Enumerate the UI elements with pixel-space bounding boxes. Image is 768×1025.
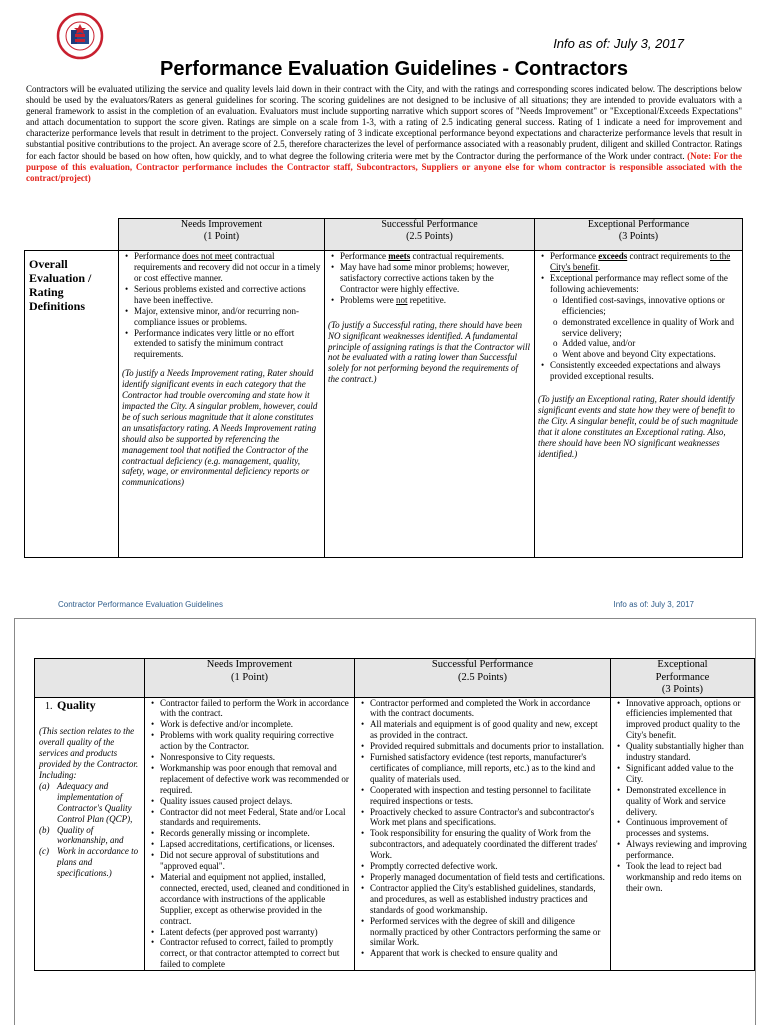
- quality-description: (This section relates to the overall quality of the services and products provided by the Contractor. Including: (a) Adequacy and implementation of Contractor's Quality Control Plan (QCP), (b) Quality of workmanship, and (c) Work in accordance to plans and specifications.): [39, 726, 139, 879]
- exceptional-cell: • Performance exceeds contract requirements to the City's benefit. • Exceptional performance may reflect some of the following achievements: o Identified cost-savings, innovative options or efficiencies; o demonstrated excellence in quality of Work and service delivery; o Added value, and/or o Went above and beyond City expectations. • Consistently exceeded expectations and always provided exceptional results. (To justify an Exceptional rating, Rater should identify significant events and state how they were of benefit to the City. A singular benefit, could be of such magnitude that it alone constitutes an Exceptional rating. Also, there should have been NO significant weaknesses identified.): [535, 251, 743, 558]
- rating-definitions-table: [24, 218, 743, 558]
- header-needs-improvement: Needs Improvement (1 Point): [119, 219, 325, 251]
- table-header-row: [35, 659, 755, 698]
- row-label-overall: Overall Evaluation / Rating Definitions: [25, 251, 119, 558]
- running-header-right: Info as of: July 3, 2017: [613, 600, 694, 609]
- quality-successful-cell: • Contractor performed and completed the Work in accordance with the contract documents. • All materials and equipment is of good quality and new, except as provided in the contract. • Provided required submittals and documents prior to installation. • Furnished satisfactory evidence (test reports, manufacturer's certificates of compliance, mill reports, etc.) as to the kind and quality of materials used. • Cooperated with inspection and testing personnel to facilitate required inspections or tests. • Proactively checked to assure Contractor's and subcontractor's Work met plans and specifications. • Took responsibility for ensuring the quality of Work from the subcontractors, and adequately coordinated the different trades' Work. • Promptly corrected defective work. • Properly managed documentation of field tests and certifications. • Contractor applied the City's established guidelines, standards, and procedures, as well as established industry practices and standards of good workmanship. • Performed services with the degree of skill and diligence normally practiced by other Contractors performing the same or similar Work. • Apparent that work is checked to ensure quality and: [355, 697, 611, 971]
- needs-justification: (To justify a Needs Improvement rating, Rater should identify significant events in each category that the Contractor had trouble overcoming and state how it impacted the City. A singular problem, however, could be of such serious magnitude that it alone constitutes an unsatisfactory rating. A Needs Improvement rating should also be supported by referencing the management tool that notified the Contractor of the contractual deficiency (e.g. management, quality, safety, wage, or environmental deficiency reports or communications): [122, 368, 318, 488]
- quality-table: [34, 658, 755, 971]
- quality-label-cell: [35, 697, 145, 971]
- intro-text: Contractors will be evaluated utilizing the service and quality levels laid down in their contract with the City, and with the ratings and corresponding scores indicated below. The descriptions below should be used by the evaluators/Raters as general guidelines for scoring. The scoring guidelines are not designed to be inclusive of all situations; they are intended to provide evaluators with a general framework to assist in the completion of an evaluation. Evaluators must include supporting narrative which support scores of "Needs Improvement" or "Exceptional/Exceeds Expectations" and attach documentation to support the score given. Ratings are simple on a scale from 1-3, with a rating of 2.5 indicating general success. Rating of 1 indicate a need for improvement and characterize performance levels that result in detriment to the project. Conversely rating of 3 indicate exceptional performance beyond expectations and characterize performance levels that result in substantial positive contributions to the project. An average score of 2.5, therefore characterizes the level of performance associated with a reasonably prudent, diligent and skilled Contractor. Ratings for each factor should be based on how often, how quickly, and to what degree the following criteria were met by the Contractor during the performance of the Work under contract.: [26, 84, 742, 161]
- quality-needs-cell: • Contractor failed to perform the Work in accordance with the contract. • Work is defective and/or incomplete. • Problems with work quality requiring corrective action by the Contractor. • Nonresponsive to City requests. • Workmanship was poor enough that removal and replacement of defective work was recommended or required. • Quality issues caused project delays. • Contractor did not meet Federal, State and/or Local standards and requirements. • Records generally missing or incomplete. • Lapsed accreditations, certifications, or licenses. • Did not secure approval of substitutions and "approved equal". • Material and equipment not applied, installed, connected, erected, used, cleaned and conditioned in accordance with instructions of the applicable Supplier, except as otherwise provided in the contract. • Latent defects (per approved post warranty) • Contractor refused to correct, failed to promptly correct, or that contractor attempted to correct but failed to complete: [145, 697, 355, 971]
- needs-improvement-cell: • Performance does not meet contractual requirements and recovery did not occur in a timely or cost effective manner. • Serious problems existed and corrective actions have been ineffective. • Major, extensive minor, and/or recurring non-compliance issues or problems. • Performance indicates very little or no effort extended to satisfy the minimum contract requirements. (To justify a Needs Improvement rating, Rater should identify significant events in each category that the Contractor had trouble overcoming and state how it impacted the City. A singular problem, however, could be of such serious magnitude that it alone constitutes an unsatisfactory rating. A Needs Improvement rating should also be supported by referencing the management tool that notified the Contractor of the contractual deficiency (e.g. management, quality, safety, wage, or environmental deficiency reports or communications): [119, 251, 325, 558]
- empty-corner: [35, 659, 145, 698]
- successful-cell: • Performance meets contractual requirements. • May have had some minor problems; however, satisfactory corrective actions taken by the Contractor were highly effective. • Problems were not repetitive. (To justify a Successful rating, there should have been NO significant weaknesses identified. A fundamental principle of assigning ratings is that the Contractor will not be evaluated with a rating lower than Successful solely for not performing beyond the requirements of the contract.): [325, 251, 535, 558]
- header-successful: Successful Performance (2.5 Points): [355, 659, 611, 698]
- table-row: [35, 697, 755, 971]
- table-row: [25, 251, 743, 558]
- intro-paragraph: [26, 84, 742, 184]
- header-exceptional: Exceptional Performance (3 Points): [535, 219, 743, 251]
- table-header-row: [25, 219, 743, 251]
- quality-title: 1. Quality: [45, 697, 96, 712]
- page-title: Performance Evaluation Guidelines - Contractors: [160, 58, 628, 80]
- info-date: Info as of: July 3, 2017: [553, 36, 684, 51]
- header-exceptional: Exceptional Performance (3 Points): [611, 659, 755, 698]
- intro-note: (Note: For the purpose of this evaluation, Contractor performance includes the Contractor staff, Subcontractors, Suppliers or anyone else for whom contractor is responsible associated with the contract/project): [26, 150, 743, 183]
- header-needs-improvement: Needs Improvement (1 Point): [145, 659, 355, 698]
- header-successful: Successful Performance (2.5 Points): [325, 219, 535, 251]
- empty-corner: [25, 219, 119, 251]
- successful-justification: (To justify a Successful rating, there should have been NO significant weaknesses identified. A fundamental principle of assigning ratings is that the Contractor will not be evaluated with a rating lower than Successful solely for not performing beyond the requirements of the contract.): [328, 319, 531, 385]
- quality-exceptional-cell: • Innovative approach, options or efficiencies implemented that improved product quality to the City's benefit. • Quality substantially higher than industry standard. • Significant added value to the City. • Demonstrated excellence in quality of Work and service delivery. • Continuous improvement of processes and systems. • Always reviewing and improving performance. • Took the lead to reject bad workmanship and redo items on their own.: [611, 697, 755, 971]
- running-header-left: Contractor Performance Evaluation Guidelines: [58, 600, 223, 609]
- exceptional-justification: (To justify an Exceptional rating, Rater should identify significant events and state how they were of benefit to the City. A singular benefit, could be of such magnitude that it alone constitutes an Exceptional rating. Also, there should have been NO significant weaknesses identified.): [538, 394, 738, 459]
- city-seal-logo: [56, 12, 104, 60]
